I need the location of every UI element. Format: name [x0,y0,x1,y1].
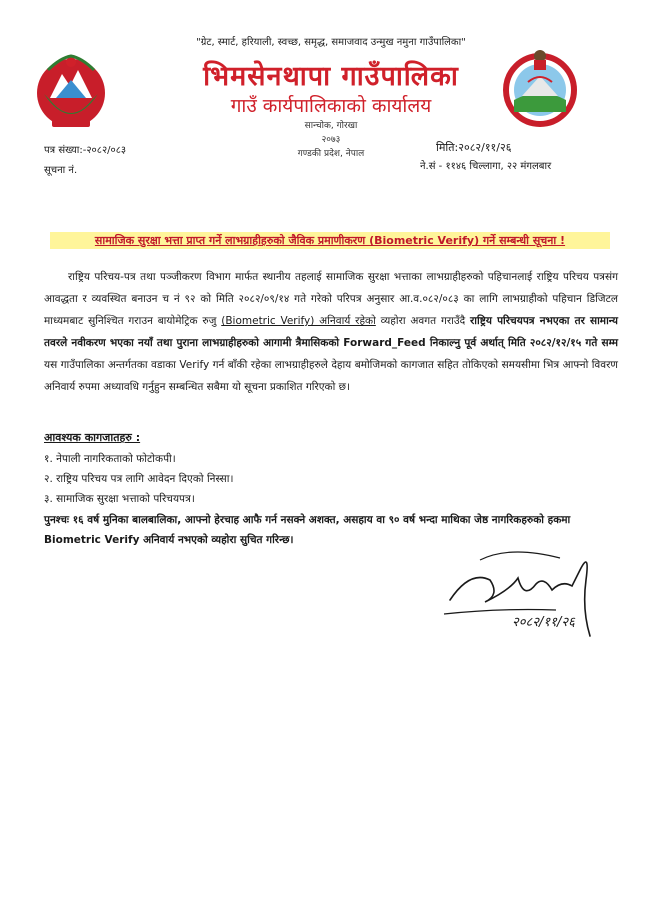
notice-number: सूचना नं. [44,165,78,176]
list-item: २. राष्ट्रिय परिचय पत्र लागि आवेदन दिएको निस्सा। [44,473,234,485]
body-text-3: व्यहोरा अवगत गराउँदै [375,315,471,327]
office-subtitle: गाउँ कार्यपालिकाको कार्यालय [230,95,432,117]
notice-headline: सामाजिक सुरक्षा भत्ता प्राप्त गर्ने लाभग्राहीहरुको जैविक प्रमाणीकरण (Biometric Verify) गर्ने सम्बन्धी सूचना ! [50,232,610,249]
body-text-4: राष्ट्रिय परिचयपत्र नभएका तर सामान्य तवरले नवीकरण भएका नयाँ तथा पुराना लाभग्राहीहरुको आगामी त्रैमासिकको Forward_Feed निकाल्नु पूर्व अर्थात् मिति २०८२/१२/१५ गते सम्म [44,315,618,349]
reference-number: पत्र संख्या:-२०८२/०८३ [44,145,127,156]
postscript: पुनश्चः १६ वर्ष मुनिका बालबालिका, आफ्नो हेरचाह आफै गर्न नसक्ने अशक्त, असहाय वा ९० वर्ष भन्दा माथिका जेष्ठ नागरिकहरुको हकमा Biometric Verify अनिवार्य नभएको व्यहोरा सुचित गरिन्छ। [44,514,571,546]
address-line-3: गण्डकी प्रदेश, नेपाल [297,149,365,159]
notice-body [44,266,618,398]
signature-date: २०८२/११/२६ [512,615,575,630]
office-title: भिमसेनथापा गाउँपालिका [203,61,459,92]
address-line-1: सान्चोक, गोरखा [304,121,358,131]
required-docs-heading: आवश्यक कागजातहरु : [44,431,141,444]
date: मिति:२०८२/११/२६ [436,141,512,154]
signature [440,540,620,654]
nepal-sambat-date: ने.सं - ११४६ चिल्लागा, २२ मंगलबार [420,161,552,172]
body-text-2: (Biometric Verify) अनिवार्य रहेको [221,315,376,327]
list-item: १. नेपाली नागरिकताको फोटोकपी। [44,453,176,465]
slogan: "ग्रेट, स्मार्ट, हरियाली, स्वच्छ, समृद्ध, समाजवाद उन्मुख नमुना गाउँपालिका" [196,37,466,48]
body-text-1: राष्ट्रिय परिचय-पत्र तथा पञ्जीकरण विभाग मार्फत स्थानीय तहलाई सामाजिक सुरक्षा भत्ताका लाभग्राहीहरुको पहिचानलाई राष्ट्रिय परिचय पत्रसंग आवद्धता र व्यवस्थित बनाउन च नं ९२ को मिति २०८२/०९/१४ गते गरेको परिपत्र अनुसार आ.व.०८२/०८३ का लागि लाभग्राहीको पहिचान डिजिटल माध्यमबाट सुनिश्चित गराउन बायोमेट्रिक रुजु [44,271,618,327]
body-text-5: यस गाउँपालिका अन्तर्गतका वडाका Verify गर्न बाँकी रहेका लाभग्राहीहरुले देहाय बमोजिमको कागजात सहित तोकिएको समयसीमा भित्र आफ्नो विवरण अनिवार्य रुपमा अध्यावधि गर्नुहुन सम्बन्धित सबैमा यो सूचना प्रकाशित गरिएको छ। [44,359,618,393]
list-item: ३. सामाजिक सुरक्षा भत्ताको परिचयपत्र। [44,493,195,505]
address-line-2: २०७३ [321,135,341,145]
